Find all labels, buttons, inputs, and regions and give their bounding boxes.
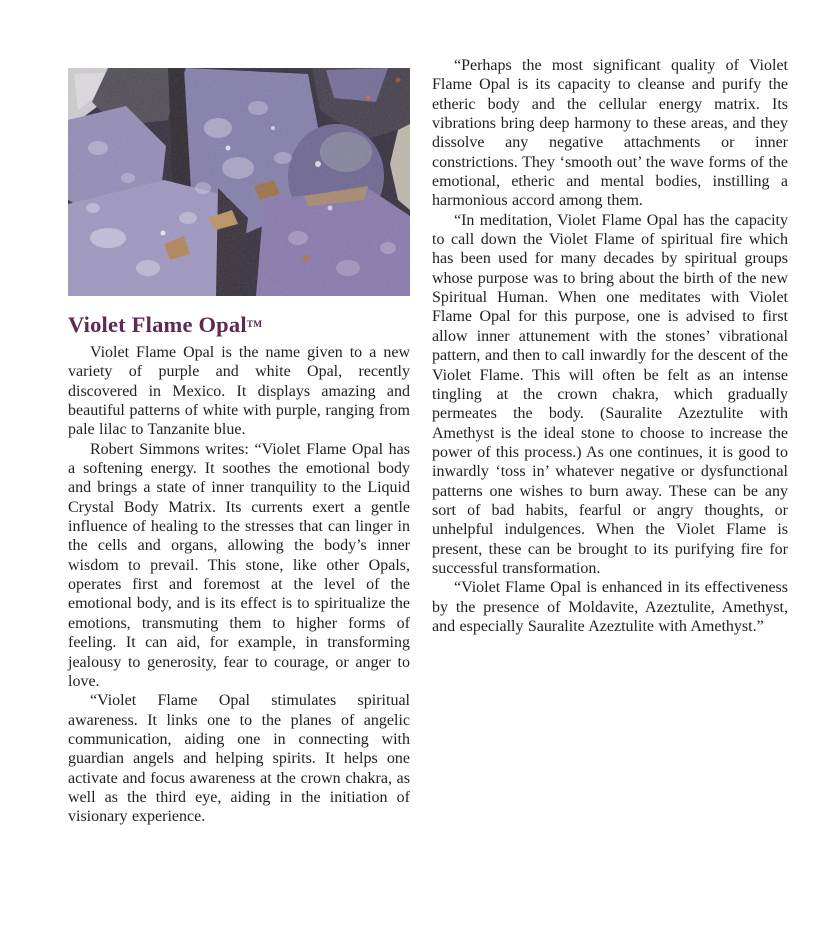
right-column [432, 56, 788, 636]
paragraph-left-1: Violet Flame Opal is the name given to a new variety of purple and white Opal, recently discovered in Mexico. It displays amazing and beautiful patterns of white with purple, ranging from pale lilac to Tanzanite blue. [68, 344, 410, 439]
article-title-text: Violet Flame Opal [68, 312, 247, 337]
paragraph-left-2: Robert Simmons writes: “Violet Flame Opal has a softening energy. It soothes the emotional body and brings a state of inner tranquility to the Liquid Crystal Body Matrix. Its currents exert a gentle influence of healing to the stresses that can linger in the cells and organs, allowing the body’s inner wisdom to prevail. This stone, like other Opals, operates first and foremost at the level of the emotional body, and is its effect is to spiritualize the emotions, transmuting them to higher forms of feeling. It can aid, for example, in transforming jealousy to generosity, fear to courage, or anger to love. [68, 440, 410, 690]
opal-photo-illustration [68, 68, 410, 296]
article-title [68, 312, 410, 337]
left-column [68, 68, 410, 827]
paragraph-right-1: “Perhaps the most significant quality of Violet Flame Opal is its capacity to cleanse and purify the etheric body and the cellular energy matrix. Its vibrations bring deep harmony to these areas, and they dissolve any negative attachments or inner constrictions. They ‘smooth out’ the wave forms of the emotional, etheric and mental bodies, instilling a harmonious accord among them. [432, 57, 788, 210]
paragraph-right-2: “In meditation, Violet Flame Opal has the capacity to call down the Violet Flame of spiritual fire which has been used for many decades by spiritual groups whose purpose was to bring about the birth of the new Spiritual Human. When one meditates with Violet Flame Opal for this purpose, one is advised to first allow inner attunement with the stones’ vibrational pattern, and then to call inwardly for the descent of the Violet Flame. This will often be felt as an intense tingling at the crown chakra, which gradually permeates the body. (Sauralite Azeztulite with Amethyst is the ideal stone to choose to increase the power of this process.) As one continues, it is good to inwardly ‘toss in’ whatever negative or dysfunctional patterns one wishes to burn away. These can be any sort of bad habits, fearful or angry thoughts, or unhelpful indulgences. When the Violet Flame is present, these can be brought to its purifying fire for successful transformation. [432, 211, 788, 577]
opal-photo [68, 68, 410, 296]
trademark-symbol: TM [246, 320, 263, 330]
paragraph-left-3: “Violet Flame Opal stimulates spiritual awareness. It links one to the planes of angelic communication, aiding one in connecting with guardian angels and helping spirits. It helps one activate and focus awareness at the crown chakra, as well as the third eye, aiding in the initiation of visionary experience. [68, 692, 410, 826]
paragraph-right-3: “Violet Flame Opal is enhanced in its effectiveness by the presence of Moldavite, Azeztulite, Amethyst, and especially Sauralite Azeztulite with Amethyst.” [432, 579, 788, 635]
